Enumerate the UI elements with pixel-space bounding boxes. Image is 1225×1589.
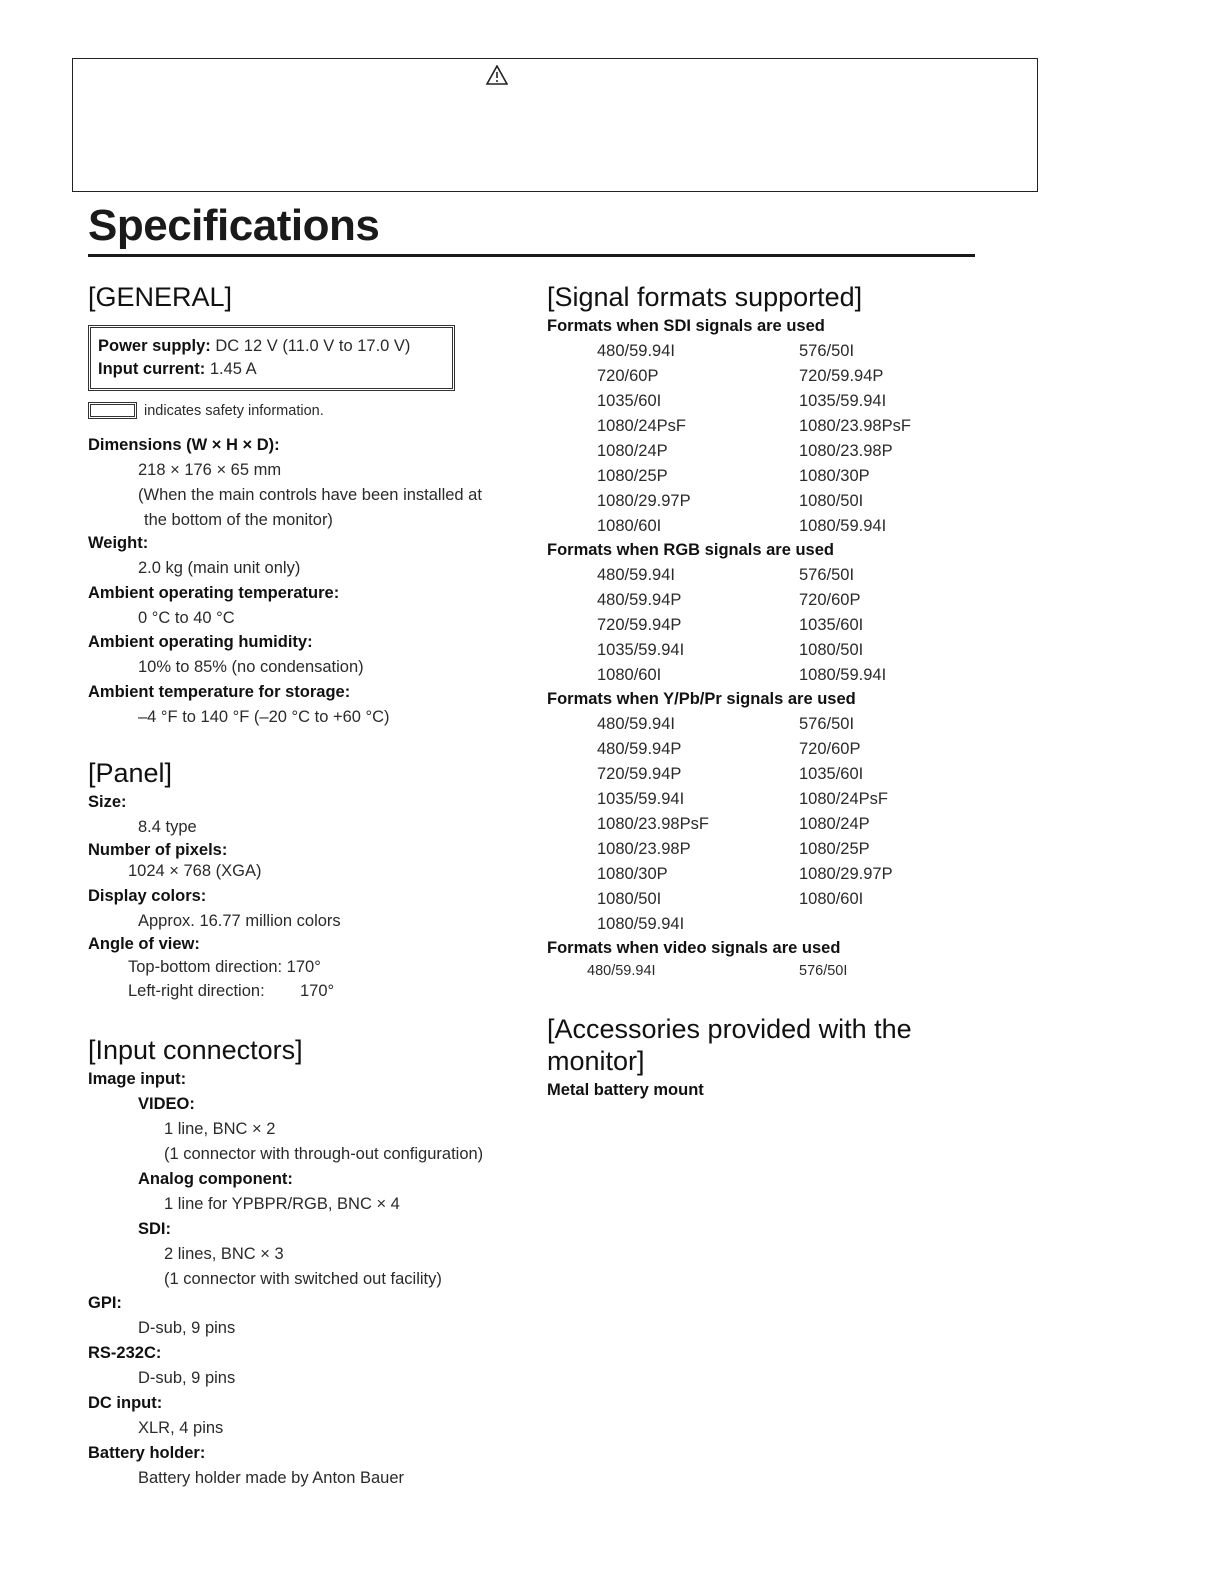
rs232c-label: RS-232C:	[88, 1344, 162, 1362]
humidity-label: Ambient operating humidity:	[88, 633, 313, 651]
humidity-value: 10% to 85% (no condensation)	[138, 658, 364, 676]
storage-value: –4 °F to 140 °F (–20 °C to +60 °C)	[138, 708, 390, 726]
format-cell: 1080/23.98PsF	[799, 417, 911, 435]
format-cell: 720/60P	[799, 591, 861, 609]
format-cell: 1080/59.94I	[799, 517, 887, 535]
colors-value: Approx. 16.77 million colors	[138, 912, 341, 930]
format-cell: 1035/59.94I	[799, 392, 887, 410]
temperature-label: Ambient operating temperature:	[88, 584, 340, 602]
rs232c-value: D-sub, 9 pins	[138, 1369, 236, 1387]
format-cell: 1080/50I	[799, 492, 864, 510]
dc-input-value: XLR, 4 pins	[138, 1419, 224, 1437]
format-cell: 1080/23.98PsF	[597, 815, 709, 833]
analog-label: Analog component:	[138, 1170, 293, 1188]
format-cell: 1080/25P	[597, 467, 668, 485]
size-label: Size:	[88, 793, 127, 811]
angle-left-right-value: 170°	[300, 982, 335, 1000]
format-cell: 1080/59.94I	[799, 666, 887, 684]
format-cell: 1080/50I	[597, 890, 662, 908]
dimensions-note-2: the bottom of the monitor)	[144, 511, 333, 529]
temperature-value: 0 °C to 40 °C	[138, 609, 235, 627]
video-label: VIDEO:	[138, 1095, 195, 1113]
format-cell: 1080/29.97P	[597, 492, 691, 510]
video-line-2: (1 connector with through-out configuration)	[164, 1145, 484, 1163]
weight-value: 2.0 kg (main unit only)	[138, 559, 301, 577]
format-cell: 480/59.94P	[597, 740, 682, 758]
format-cell: 1080/60I	[597, 517, 662, 535]
gpi-label: GPI:	[88, 1294, 122, 1312]
safety-info-box	[88, 325, 455, 391]
dimensions-note-1: (When the main controls have been installed at	[138, 486, 482, 504]
video-line-1: 1 line, BNC × 2	[164, 1120, 276, 1138]
input-current-row	[98, 359, 257, 379]
format-cell: 720/59.94P	[597, 616, 682, 634]
page-title: Specifications	[88, 201, 380, 250]
video-formats-label: Formats when video signals are used	[547, 939, 841, 957]
format-cell: 1080/59.94I	[597, 915, 685, 933]
format-cell: 1080/23.98P	[799, 442, 893, 460]
analog-line-1: 1 line for YPBPR/RGB, BNC × 4	[164, 1195, 400, 1213]
format-cell: 1080/24P	[597, 442, 668, 460]
weight-label: Weight:	[88, 534, 149, 552]
format-cell: 1035/60I	[799, 616, 864, 634]
ypbpr-formats-label: Formats when Y/Pb/Pr signals are used	[547, 690, 856, 708]
panel-heading: [Panel]	[88, 758, 173, 788]
format-cell: 720/59.94P	[799, 367, 884, 385]
format-cell: 720/59.94P	[597, 765, 682, 783]
input-current-label: Input current:	[98, 360, 206, 378]
format-cell: 480/59.94I	[587, 963, 656, 979]
gpi-value: D-sub, 9 pins	[138, 1319, 236, 1337]
input-current-value: 1.45 A	[209, 360, 257, 378]
format-cell: 480/59.94I	[597, 342, 675, 360]
angle-label: Angle of view:	[88, 935, 200, 953]
format-cell: 720/60P	[799, 740, 861, 758]
sdi-label: SDI:	[138, 1220, 171, 1238]
accessories-heading-line-1: [Accessories provided with the	[547, 1014, 912, 1044]
storage-label: Ambient temperature for storage:	[88, 683, 351, 701]
general-heading: [GENERAL]	[88, 282, 233, 312]
format-cell: 1080/60I	[799, 890, 864, 908]
power-supply-row	[98, 336, 410, 356]
format-cell: 1080/30P	[799, 467, 870, 485]
dc-input-label: DC input:	[88, 1394, 163, 1412]
format-cell: 1080/50I	[799, 641, 864, 659]
format-cell: 1080/24PsF	[597, 417, 686, 435]
format-cell: 1080/30P	[597, 865, 668, 883]
format-cell: 1035/60I	[597, 392, 662, 410]
format-cell: 1035/60I	[799, 765, 864, 783]
input-connectors-heading: [Input connectors]	[88, 1035, 303, 1065]
pixels-value: 1024 × 768 (XGA)	[128, 862, 262, 880]
rgb-formats-label: Formats when RGB signals are used	[547, 541, 834, 559]
format-cell: 1080/29.97P	[799, 865, 893, 883]
size-value: 8.4 type	[138, 818, 197, 836]
colors-label: Display colors:	[88, 887, 207, 905]
format-cell: 1080/60I	[597, 666, 662, 684]
format-cell: 576/50I	[799, 963, 848, 979]
image-input-label: Image input:	[88, 1070, 187, 1088]
dimensions-label: Dimensions (W × H × D):	[88, 436, 280, 454]
format-cell: 576/50I	[799, 342, 855, 360]
pixels-label: Number of pixels:	[88, 841, 228, 859]
title-rule	[88, 254, 975, 257]
format-cell: 1080/24P	[799, 815, 870, 833]
angle-left-right-label: Left-right direction:	[128, 982, 265, 1000]
format-cell: 576/50I	[799, 715, 855, 733]
warning-box	[72, 58, 1038, 192]
format-cell: 480/59.94I	[597, 566, 675, 584]
accessories-heading-line-2: monitor]	[547, 1046, 645, 1076]
format-cell: 1035/59.94I	[597, 641, 685, 659]
safety-note: indicates safety information.	[144, 403, 324, 419]
battery-holder-value: Battery holder made by Anton Bauer	[138, 1469, 404, 1487]
accessory-item: Metal battery mount	[547, 1081, 704, 1099]
power-supply-value: DC 12 V (11.0 V to 17.0 V)	[215, 337, 411, 355]
battery-holder-label: Battery holder:	[88, 1444, 206, 1462]
sdi-line-2: (1 connector with switched out facility)	[164, 1270, 442, 1288]
sdi-formats-label: Formats when SDI signals are used	[547, 317, 825, 335]
format-cell: 720/60P	[597, 367, 659, 385]
format-cell: 576/50I	[799, 566, 855, 584]
signal-formats-heading: [Signal formats supported]	[547, 282, 863, 312]
format-cell: 1080/23.98P	[597, 840, 691, 858]
format-cell: 480/59.94I	[597, 715, 675, 733]
angle-top-bottom: Top-bottom direction: 170°	[128, 958, 321, 976]
format-cell: 1080/25P	[799, 840, 870, 858]
power-supply-label: Power supply:	[98, 337, 211, 355]
dimensions-value: 218 × 176 × 65 mm	[138, 461, 282, 479]
format-cell: 1035/59.94I	[597, 790, 685, 808]
format-cell: 1080/24PsF	[799, 790, 888, 808]
warning-triangle-icon	[486, 65, 508, 85]
safety-symbol-box	[88, 402, 137, 419]
sdi-line-1: 2 lines, BNC × 3	[164, 1245, 284, 1263]
format-cell: 480/59.94P	[597, 591, 682, 609]
